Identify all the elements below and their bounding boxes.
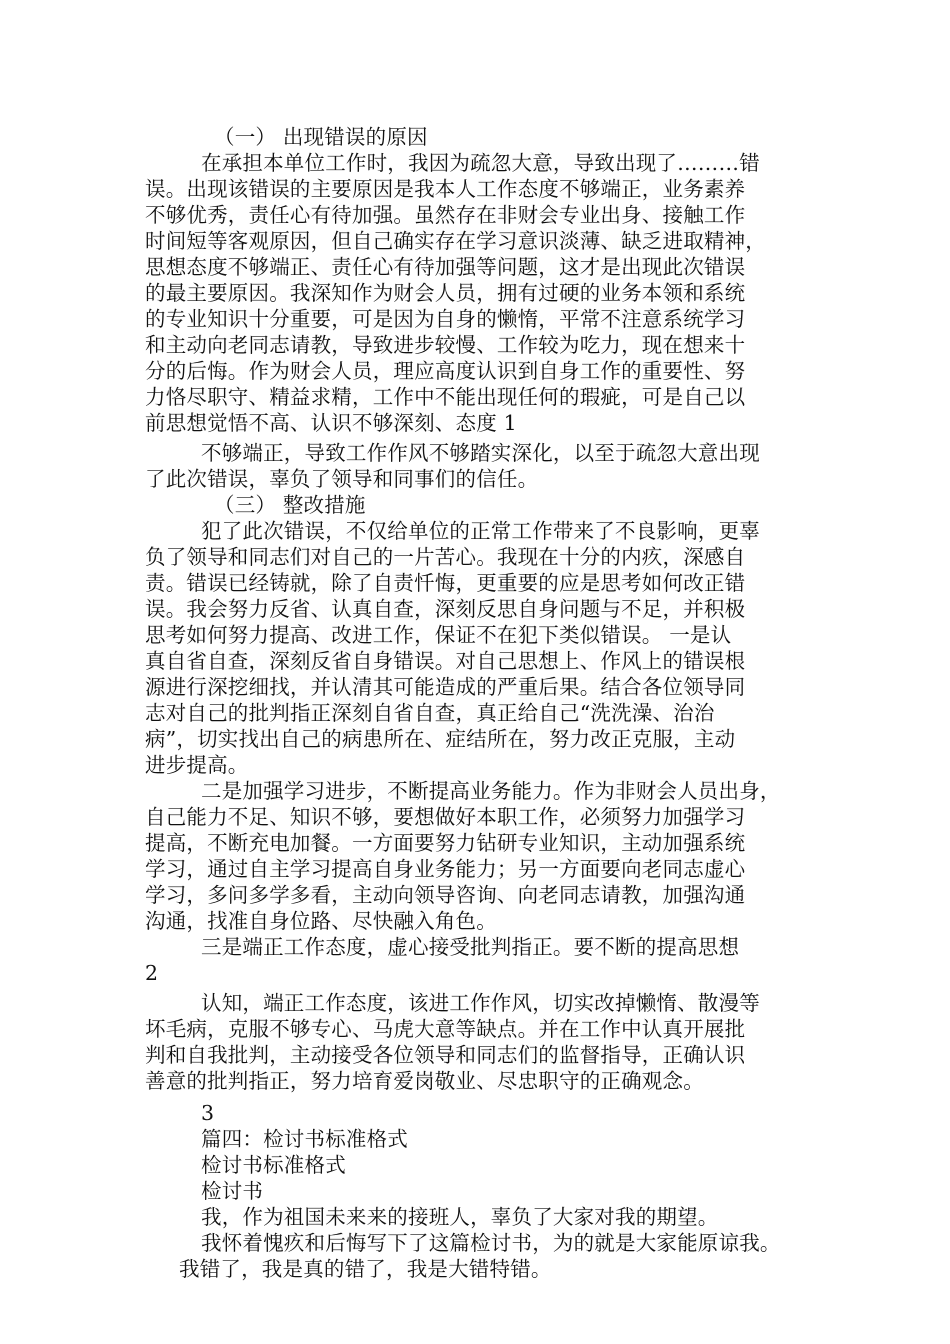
paragraph-line: 分的后悔。作为财会人员，理应高度认识到自身工作的重要性、努 [145,359,746,383]
paragraph-line: 我怀着愧疚和后悔写下了这篇检讨书，为的就是大家能原谅我。 [201,1231,781,1255]
paragraph-line: 源进行深挖细找，并认清其可能造成的严重后果。结合各位领导同 [145,675,746,699]
paragraph-line: 三是端正工作态度，虚心接受批判指正。要不断的提高思想 [201,935,740,959]
paragraph-line: 判和自我批判，主动接受各位领导和同志们的监督指导，正确认识 [145,1043,746,1067]
paragraph-line: 善意的批判指正，努力培育爱岗敬业、尽忠职守的正确观念。 [145,1069,704,1093]
paragraph-line: 认知，端正工作态度，该进工作作风，切实改掉懒惰、散漫等 [201,991,760,1015]
paragraph-line: 思想态度不够端正、责任心有待加强等问题，这才是出现此次错误 [145,255,746,279]
paragraph-line: 负了领导和同志们对自己的一片苦心。我现在十分的内疚，深感自 [145,545,746,569]
paragraph-line: 不够优秀，责任心有待加强。虽然存在非财会专业出身、接触工作 [145,203,746,227]
paragraph-line: 思考如何努力提高、改进工作，保证不在犯下类似错误。 一是认 [145,623,732,647]
paragraph-line: 提高，不断充电加餐。一方面要努力钻研专业知识，主动加强系统 [145,831,746,855]
paragraph-line: 力恪尽职守、精益求精，工作中不能出现任何的瑕疵，可是自己以 [145,385,746,409]
paragraph-line: 犯了此次错误，不仅给单位的正常工作带来了不良影响，更辜 [201,519,760,543]
paragraph-line: 的专业知识十分重要，可是因为自身的懒惰，平常不注意系统学习 [145,307,746,331]
paragraph-line: 学习，多问多学多看，主动向领导咨询、向老同志请教，加强沟通 [145,883,746,907]
paragraph-line-page-1: 前思想觉悟不高、认识不够深刻、态度 1 [145,411,517,435]
paragraph-line: 不够端正，导致工作作风不够踏实深化，以至于疏忽大意出现 [201,441,760,465]
paragraph-line: 的最主要原因。我深知作为财会人员，拥有过硬的业务本领和系统 [145,281,746,305]
paragraph-line: 责。错误已经铸就，除了自责忏悔，更重要的应是思考如何改正错 [145,571,746,595]
section-heading-measures: （三） 整改措施 [214,493,366,517]
article-title: 篇四：检讨书标准格式 [201,1127,408,1151]
paragraph-line: 学习，通过自主学习提高自身业务能力；另一方面要向老同志虚心 [145,857,746,881]
paragraph-line: 沟通，找准自身位路、尽快融入角色。 [145,909,497,933]
paragraph-line: 误。我会努力反省、认真自查，深刻反思自身问题与不足，并积极 [145,597,746,621]
paragraph-line: 在承担本单位工作时，我因为疏忽大意，导致出现了………错 [201,151,760,175]
paragraph-line: 真自省自查，深刻反省自身错误。对自己思想上、作风上的错误根 [145,649,746,673]
paragraph-line: 志对自己的批判指正深刻自省自查，真正给自己“洗洗澡、治治 [145,701,715,725]
paragraph-line: 时间短等客观原因，但自己确实存在学习意识淡薄、缺乏进取精神， [145,229,766,253]
paragraph-line: 进步提高。 [145,753,249,777]
paragraph-line: 我，作为祖国未来来的接班人，辜负了大家对我的期望。 [201,1205,719,1229]
paragraph-line: 病”，切实找出自己的病患所在、症结所在，努力改正克服，主动 [145,727,736,751]
paragraph-line: 了此次错误，辜负了领导和同事们的信任。 [145,467,539,491]
page-number: 3 [201,1101,215,1125]
paragraph-line: 坏毛病，克服不够专心、马虎大意等缺点。并在工作中认真开展批 [145,1017,746,1041]
page-number: 2 [145,961,159,985]
paragraph-line: 和主动向老同志请教，导致进步较慢、工作较为吃力，现在想来十 [145,333,746,357]
paragraph-line: 二是加强学习进步，不断提高业务能力。作为非财会人员出身， [201,779,781,803]
article-subtitle: 检讨书标准格式 [201,1153,346,1177]
paragraph-line: 误。出现该错误的主要原因是我本人工作态度不够端正，业务素养 [145,177,746,201]
paragraph-line: 我错了，我是真的错了，我是大错特错。 [179,1257,552,1281]
letter-title: 检讨书 [201,1179,264,1203]
section-heading-causes: （一） 出现错误的原因 [214,125,428,149]
paragraph-line: 自己能力不足、知识不够，要想做好本职工作，必须努力加强学习 [145,805,746,829]
